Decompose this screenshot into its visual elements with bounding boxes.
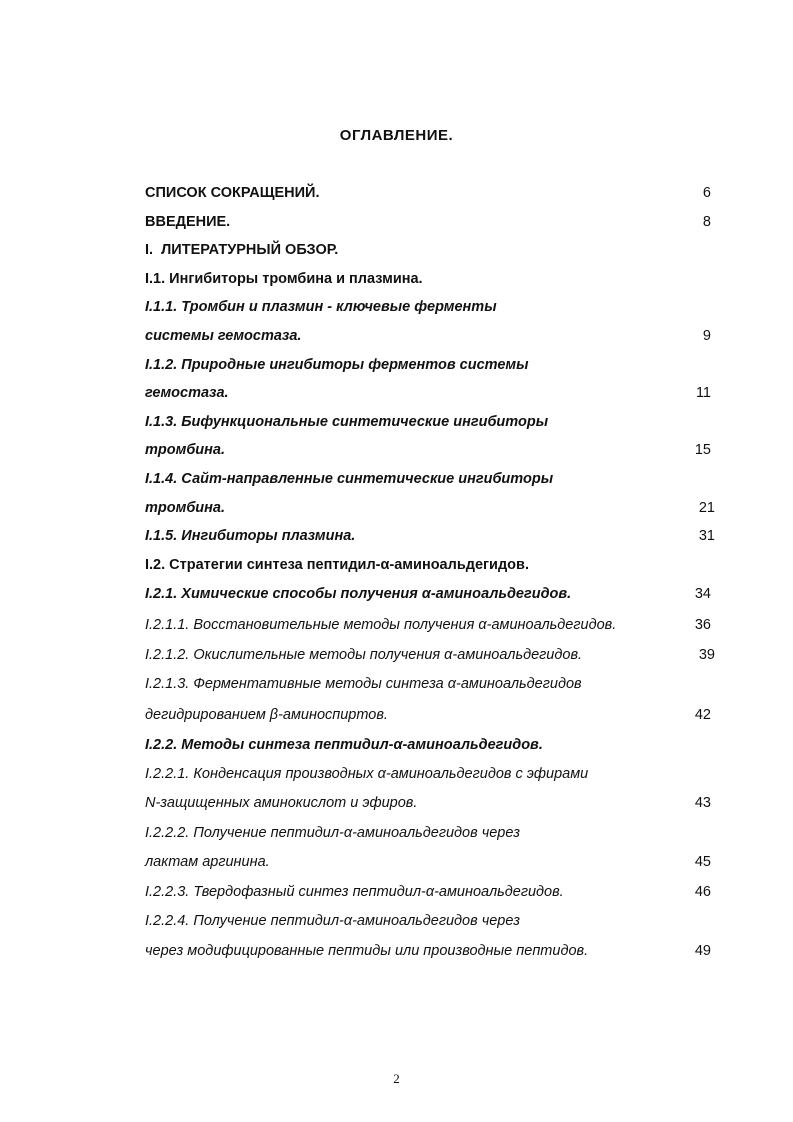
toc-entry (145, 494, 725, 523)
toc-entry (145, 265, 725, 294)
toc-entry-text: I.2.2.4. Получение пептидил-α-аминоальдегидов через (145, 913, 520, 930)
toc-entry-text: I.2.1.2. Окислительные методы получения α-аминоальдегидов. (145, 647, 583, 664)
toc-entry-page: 15 (694, 442, 711, 459)
toc-entry (145, 848, 725, 878)
toc-entry (145, 730, 725, 760)
toc-entry (145, 760, 725, 790)
toc-entry-text: I.1.1. Тромбин и плазмин - ключевые ферменты (145, 299, 497, 316)
toc-entry-page: 6 (702, 185, 711, 201)
toc-entry-page: 21 (698, 499, 715, 516)
toc-entry-text: I.2.2. Методы синтеза пептидил-α-аминоальдегидов. (145, 736, 543, 753)
toc-entry (145, 379, 725, 408)
toc-entry-text: I.2.2.3. Твердофазный синтез пептидил-α-аминоальдегидов. (145, 883, 564, 900)
toc-entry-text: лактам аргинина. (145, 854, 270, 871)
toc-entry-text: СПИСОК СОКРАЩЕНИЙ. (145, 185, 320, 201)
toc-entry-page: 36 (694, 617, 711, 634)
toc-entry-text: I.2.2.2. Получение пептидил-α-аминоальдегидов через (145, 824, 520, 841)
toc-entry (145, 208, 725, 237)
toc-entry-page: 39 (698, 647, 715, 664)
table-of-contents (145, 179, 725, 966)
toc-entry-text: I.1.3. Бифункциональные синтетические ингибиторы (145, 413, 549, 430)
toc-entry-text: I.1.2. Природные ингибиторы ферментов системы (145, 356, 529, 373)
toc-entry (145, 640, 725, 670)
toc-entry (145, 700, 725, 730)
toc-entry (145, 878, 725, 908)
toc-entry-page: 31 (698, 528, 715, 545)
toc-entry (145, 351, 725, 380)
toc-entry-page: 11 (695, 385, 711, 402)
toc-entry-page: 42 (694, 706, 711, 723)
toc-entry (145, 579, 725, 610)
toc-entry-text: через модифицированные пептиды или производные пептидов. (145, 942, 589, 959)
toc-entry-text: I. ЛИТЕРАТУРНЫЙ ОБЗОР. (145, 242, 339, 259)
toc-entry (145, 819, 725, 849)
toc-entry (145, 522, 725, 551)
toc-entry (145, 236, 725, 265)
toc-entry (145, 670, 725, 700)
toc-entry (145, 322, 725, 351)
page-number: 2 (393, 1071, 400, 1086)
toc-entry-text: тромбина. (145, 499, 226, 516)
toc-entry-text: тромбина. (145, 442, 226, 459)
toc-entry-text: I.2.1. Химические способы получения α-аминоальдегидов. (145, 586, 572, 603)
toc-entry-text: I.2.2.1. Конденсация производных α-аминоальдегидов с эфирами (145, 765, 589, 782)
toc-entry (145, 937, 725, 967)
page-title: ОГЛАВЛЕНИЕ. (339, 127, 454, 144)
toc-entry (145, 789, 725, 819)
toc-entry-text: N-защищенных аминокислот и эфиров. (145, 795, 418, 812)
toc-entry-page: 34 (694, 586, 711, 603)
toc-entry-text: I.2.1.1. Восстановительные методы получения α-аминоальдегидов. (145, 617, 617, 634)
toc-entry-text: I.1. Ингибиторы тромбина и плазмина. (145, 270, 423, 287)
toc-entry-text: системы гемостаза. (145, 327, 302, 344)
toc-entry (145, 465, 725, 494)
toc-entry-text: I.1.5. Ингибиторы плазмина. (145, 528, 356, 545)
toc-entry (145, 408, 725, 437)
toc-entry (145, 293, 725, 322)
toc-entry-text: гемостаза. (145, 385, 229, 402)
toc-entry (145, 436, 725, 465)
toc-entry (145, 551, 725, 580)
toc-entry-page: 43 (694, 795, 711, 812)
toc-entry-page: 9 (702, 327, 711, 344)
toc-entry-page: 8 (702, 213, 711, 230)
toc-entry-text: I.2.1.3. Ферментативные методы синтеза α-аминоальдегидов (145, 676, 582, 693)
toc-entry-page: 46 (694, 883, 711, 900)
toc-entry (145, 179, 725, 208)
toc-entry (145, 907, 725, 937)
toc-entry-text: I.1.4. Сайт-направленные синтетические ингибиторы (145, 470, 554, 487)
toc-entry-text: ВВЕДЕНИЕ. (145, 213, 231, 230)
toc-entry (145, 610, 725, 640)
toc-entry-text: дегидрированием β-аминоспиртов. (145, 706, 388, 723)
toc-entry-page: 49 (694, 942, 711, 959)
toc-entry-text: I.2. Стратегии синтеза пептидил-α-аминоальдегидов. (145, 556, 529, 573)
toc-entry-page: 45 (694, 854, 711, 871)
